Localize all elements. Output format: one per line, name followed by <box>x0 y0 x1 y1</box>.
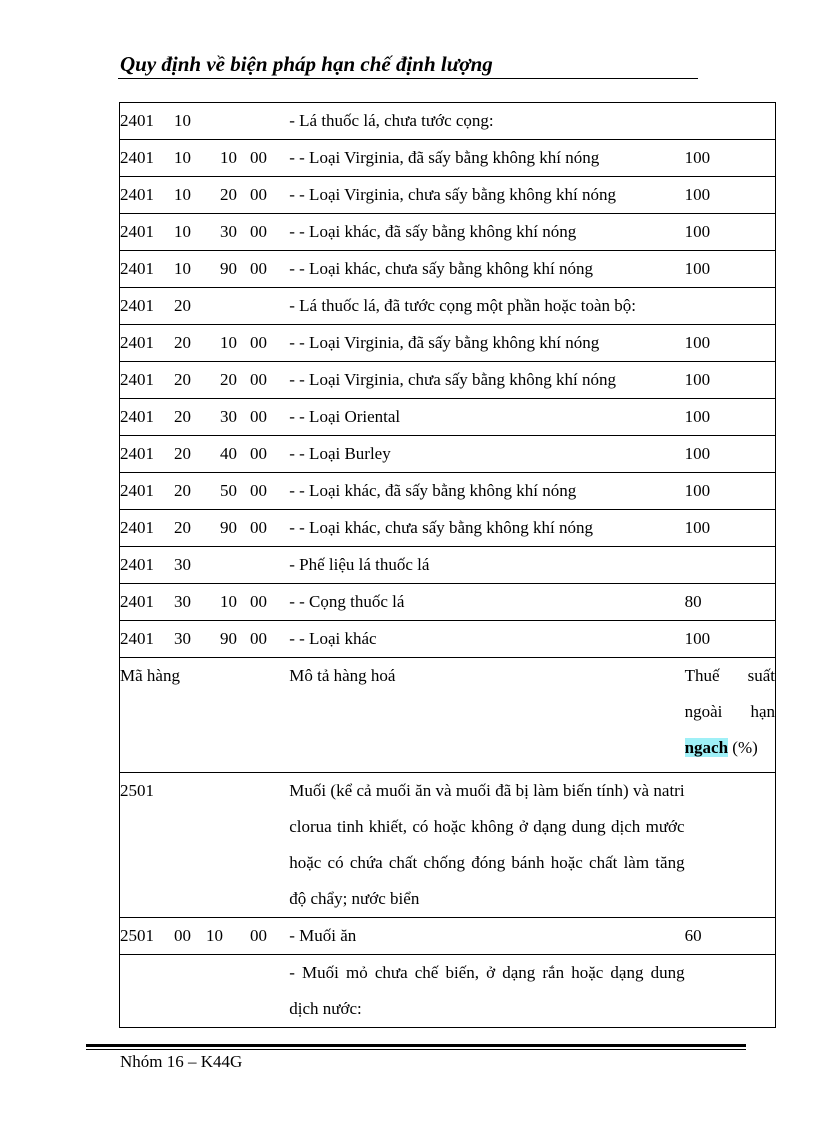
hs-code: 2401 10 30 00 <box>120 222 267 241</box>
tariff-rate: 100 <box>685 399 776 436</box>
hs-code: 2401 10 10 00 <box>120 148 267 167</box>
header-rate-line1: Thuế suất <box>684 666 775 685</box>
tariff-rate: 100 <box>685 177 776 214</box>
hs-code: 2401 20 40 00 <box>120 444 267 463</box>
table-row <box>120 918 776 955</box>
tariff-rate: 100 <box>685 473 776 510</box>
hs-code: 2401 20 20 00 <box>120 370 267 389</box>
table-row <box>120 288 776 325</box>
header-rate-line3: ngach (%) <box>684 738 758 757</box>
table-row <box>120 214 776 251</box>
description: - Muối ăn <box>289 918 684 955</box>
tariff-rate <box>685 547 776 584</box>
table-row <box>120 584 776 621</box>
description: - - Loại Virginia, đã sấy bằng không khí nóng <box>289 140 684 177</box>
hs-code: 2401 20 30 00 <box>120 407 267 426</box>
tariff-rate: 80 <box>685 584 776 621</box>
tariff-rate: 100 <box>685 362 776 399</box>
hs-code: 2401 20 <box>120 296 191 315</box>
tariff-rate: 100 <box>685 436 776 473</box>
description: - - Loại Burley <box>289 436 684 473</box>
header-rate-line2: ngoài hạn <box>684 702 775 721</box>
description: - Lá thuốc lá, đã tước cọng một phần hoặc toàn bộ: <box>289 288 684 325</box>
page-title: Quy định về biện pháp hạn chế định lượng <box>120 52 493 76</box>
footer-divider <box>86 1044 746 1047</box>
tariff-rate: 100 <box>685 510 776 547</box>
hs-code: 2401 20 90 00 <box>120 518 267 537</box>
hs-code: 2401 10 20 00 <box>120 185 267 204</box>
tariff-rate <box>685 103 776 140</box>
hs-code: 2501 00 10 00 <box>120 926 267 945</box>
description: - - Loại khác, chưa sấy bằng không khí nóng <box>289 251 684 288</box>
hs-code: 2401 10 <box>120 111 191 130</box>
table-row <box>120 510 776 547</box>
table-row <box>120 436 776 473</box>
description: - - Loại khác, đã sấy bằng không khí nóng <box>289 214 684 251</box>
tariff-rate: 100 <box>685 621 776 658</box>
hs-code: 2401 30 10 00 <box>120 592 267 611</box>
hs-code: 2401 30 90 00 <box>120 629 267 648</box>
description: - - Loại Oriental <box>289 399 684 436</box>
section-header-row <box>120 658 776 773</box>
tariff-rate <box>685 955 776 1028</box>
tariff-rate <box>685 773 776 918</box>
header-description: Mô tả hàng hoá <box>289 658 684 773</box>
table-row <box>120 955 776 1028</box>
header-divider <box>118 78 698 79</box>
table-row <box>120 473 776 510</box>
tariff-rate: 100 <box>685 251 776 288</box>
footer-divider-thin <box>86 1049 746 1050</box>
table-row <box>120 251 776 288</box>
description: Muối (kể cả muối ăn và muối đã bị làm biến tính) và natri clorua tinh khiết, có hoặc không ở dạng dung dịch mước hoặc có chứa chất chống đóng bánh hoặc chất làm tăng độ chẩy; nước biển <box>289 773 684 918</box>
highlighted-word: ngach <box>684 738 729 757</box>
description: - - Loại khác, đã sấy bằng không khí nóng <box>289 473 684 510</box>
hs-code <box>120 955 290 1028</box>
table-row <box>120 362 776 399</box>
hs-code: 2401 20 50 00 <box>120 481 267 500</box>
table-row <box>120 103 776 140</box>
tariff-table <box>119 102 776 1028</box>
header-code: Mã hàng <box>120 658 290 773</box>
footer-text: Nhóm 16 – K44G <box>120 1052 243 1071</box>
table-row <box>120 177 776 214</box>
table-row <box>120 325 776 362</box>
description: - - Cọng thuốc lá <box>289 584 684 621</box>
description: - Lá thuốc lá, chưa tước cọng: <box>289 103 684 140</box>
description: - - Loại Virginia, chưa sấy bằng không khí nóng <box>289 362 684 399</box>
table-row <box>120 621 776 658</box>
tariff-rate: 100 <box>685 214 776 251</box>
description: - - Loại Virginia, chưa sấy bằng không khí nóng <box>289 177 684 214</box>
table-row <box>120 140 776 177</box>
description: - - Loại Virginia, đã sấy bằng không khí nóng <box>289 325 684 362</box>
header-rate <box>685 658 776 773</box>
table-row <box>120 399 776 436</box>
description: - Muối mỏ chưa chế biến, ở dạng rắn hoặc dạng dung dịch nước: <box>289 955 684 1028</box>
tariff-rate <box>685 288 776 325</box>
table-row <box>120 773 776 918</box>
tariff-rate: 60 <box>685 918 776 955</box>
hs-code: 2401 20 10 00 <box>120 333 267 352</box>
table-row <box>120 547 776 584</box>
description: - - Loại khác <box>289 621 684 658</box>
hs-code: 2501 <box>120 773 290 918</box>
tariff-rate: 100 <box>685 140 776 177</box>
description: - Phế liệu lá thuốc lá <box>289 547 684 584</box>
hs-code: 2401 30 <box>120 555 191 574</box>
hs-code: 2401 10 90 00 <box>120 259 267 278</box>
description: - - Loại khác, chưa sấy bằng không khí nóng <box>289 510 684 547</box>
tariff-rate: 100 <box>685 325 776 362</box>
